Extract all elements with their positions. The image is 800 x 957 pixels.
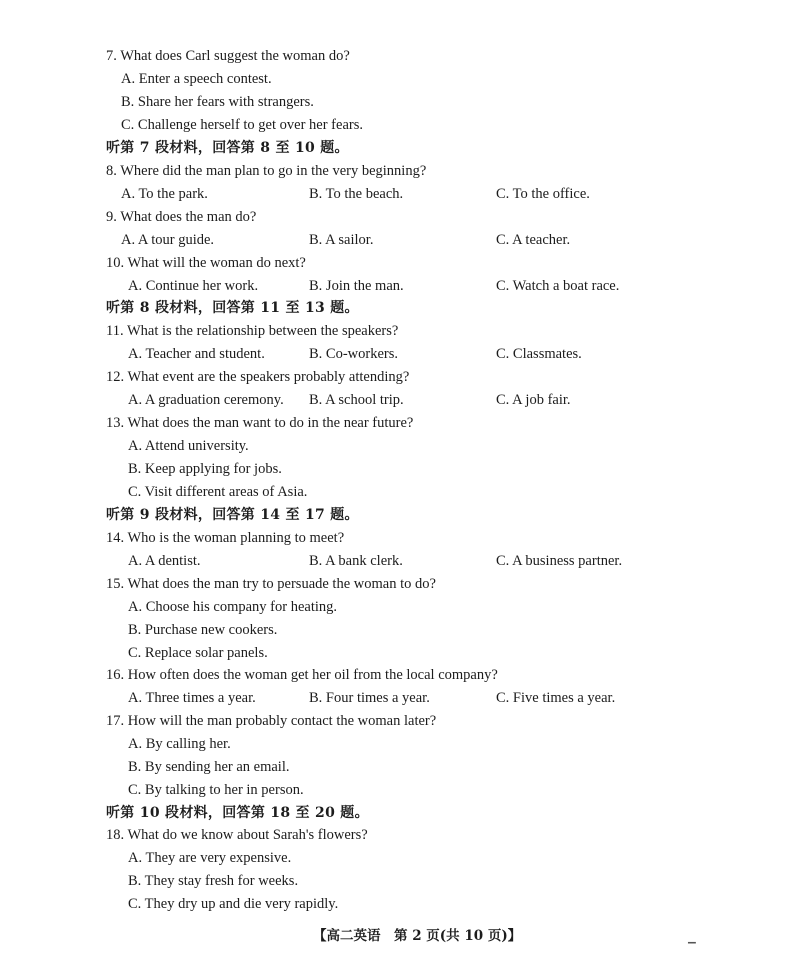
question-11-option-b: B. Co-workers. (309, 346, 399, 362)
question-14-option-c: C. A business partner. (496, 553, 623, 569)
question-17-option-b: B. By sending her an email. (128, 759, 290, 775)
question-7-option-a: A. Enter a speech contest. (121, 71, 272, 87)
question-15-option-b: B. Purchase new cookers. (128, 622, 278, 638)
question-18-option-c: C. They dry up and die very rapidly. (128, 896, 339, 912)
question-10-option-c: C. Watch a boat race. (496, 278, 620, 294)
question-13-option-b: B. Keep applying for jobs. (128, 461, 282, 477)
question-11-option-c: C. Classmates. (496, 346, 582, 362)
question-13-stem: 13. What does the man want to do in the near future? (106, 415, 414, 431)
question-16-option-a: A. Three times a year. (128, 690, 256, 706)
question-10-stem: 10. What will the woman do next? (106, 255, 306, 271)
question-12-option-a: A. A graduation ceremony. (128, 392, 284, 408)
question-9-option-c: C. A teacher. (496, 232, 571, 248)
question-13-option-c: C. Visit different areas of Asia. (128, 484, 308, 500)
question-17-option-a: A. By calling her. (128, 736, 231, 752)
section-heading-7: 听第 7 段材料，回答第 8 至 10 题。 (106, 140, 349, 156)
question-14-stem: 14. Who is the woman planning to meet? (106, 530, 345, 546)
question-12-option-b: B. A school trip. (309, 392, 404, 408)
question-16-option-b: B. Four times a year. (309, 690, 430, 706)
question-18-stem: 18. What do we know about Sarah's flowers? (106, 827, 368, 843)
question-18-option-b: B. They stay fresh for weeks. (128, 873, 299, 889)
question-7-option-b: B. Share her fears with strangers. (121, 94, 314, 110)
question-17-stem: 17. How will the man probably contact the woman later? (106, 713, 437, 729)
section-heading-9: 听第 9 段材料，回答第 14 至 17 题。 (106, 507, 359, 523)
question-14-option-a: A. A dentist. (128, 553, 201, 569)
question-7-option-c: C. Challenge herself to get over her fears. (121, 117, 363, 133)
question-16-stem: 16. How often does the woman get her oil from the local company? (106, 667, 498, 683)
corner-mark: ▁ (688, 933, 696, 944)
question-9-stem: 9. What does the man do? (106, 209, 257, 225)
question-18-option-a: A. They are very expensive. (128, 850, 292, 866)
question-12-stem: 12. What event are the speakers probably attending? (106, 369, 410, 385)
question-16-option-c: C. Five times a year. (496, 690, 616, 706)
question-14-option-b: B. A bank clerk. (309, 553, 403, 569)
question-11-option-a: A. Teacher and student. (128, 346, 265, 362)
question-15-stem: 15. What does the man try to persuade the woman to do? (106, 576, 436, 592)
question-8-stem: 8. Where did the man plan to go in the very beginning? (106, 163, 427, 179)
question-8-option-b: B. To the beach. (309, 186, 404, 202)
question-8-option-c: C. To the office. (496, 186, 590, 202)
question-15-option-c: C. Replace solar panels. (128, 645, 268, 661)
question-13-option-a: A. Attend university. (128, 438, 249, 454)
question-9-option-b: B. A sailor. (309, 232, 374, 248)
question-9-option-a: A. A tour guide. (121, 232, 215, 248)
question-10-option-b: B. Join the man. (309, 278, 404, 294)
page-footer: 【高二英语 第 2 页(共 10 页)】 (313, 928, 522, 944)
question-17-option-c: C. By talking to her in person. (128, 782, 304, 798)
question-8-option-a: A. To the park. (121, 186, 208, 202)
question-7-stem: 7. What does Carl suggest the woman do? (106, 48, 350, 64)
section-heading-10: 听第 10 段材料，回答第 18 至 20 题。 (106, 805, 369, 821)
question-10-option-a: A. Continue her work. (128, 278, 259, 294)
section-heading-8: 听第 8 段材料，回答第 11 至 13 题。 (106, 300, 359, 316)
question-11-stem: 11. What is the relationship between the speakers? (106, 323, 399, 339)
question-12-option-c: C. A job fair. (496, 392, 571, 408)
question-15-option-a: A. Choose his company for heating. (128, 599, 338, 615)
